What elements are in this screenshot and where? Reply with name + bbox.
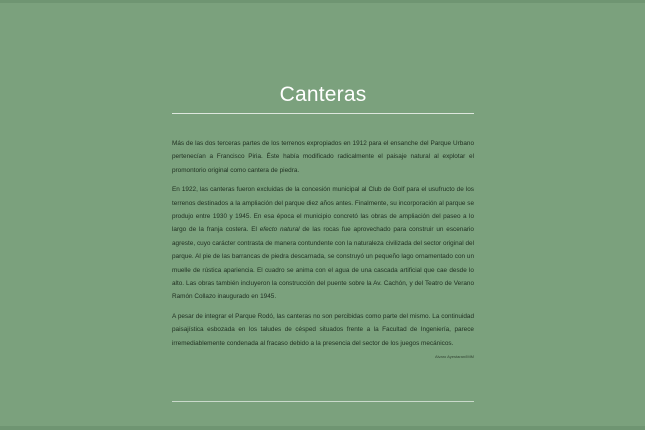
article — [172, 82, 474, 360]
bottom-border — [0, 426, 645, 430]
paragraph-2-text-end: de las rocas fue aprovechado para construir un escenario agreste, cuyo carácter contrasta de manera contundente con la naturaleza civilizada del sector original del parque. Al pie de las barrancas de piedra descarnada, se construyó un pequeño lago ornamentado con un muelle de rústica apariencia. El cuadro se anima con el agua de una cascada artificial que cae desde lo alto. Las obras también incluyeron la construcción del puente sobre la Av. Cachón, y del Teatro de Verano Ramón Collazo inaugurado en 1945. — [172, 226, 474, 301]
bottom-divider — [172, 401, 474, 402]
paragraph-3-text: A pesar de integrar el Parque Rodó, las canteras no son percibidas como parte del mismo. La continuidad paisajística esbozada en los taludes de césped situados frente a la Facultad de Ingeniería, parece irremediablemente condenada al fracaso debido a la presencia del sector de los juegos mecánicos. — [172, 312, 474, 347]
photo-credit: Alvaro Ayestaran/IMM — [434, 354, 474, 360]
paragraph-1-text: Más de las dos terceras partes de los terrenos expropiados en 1912 para el ensanche del Parque Urbano pertenecían a Francisco Piria. Éste había modificado radicalmente el paisaje natural al explotar el promontorio original como cantera de piedra. — [172, 140, 474, 174]
article-body — [172, 137, 474, 360]
paragraph-1 — [172, 137, 474, 177]
paragraph-3 — [172, 310, 474, 350]
page-title: Canteras — [279, 83, 367, 106]
paragraph-2 — [172, 183, 474, 304]
paragraph-2-text-start: En 1922, las canteras fueron excluidas de la concesión municipal al Club de Golf para el usufructo de los terrenos destinados a la ampliación del parque diez años antes. Finalmente, su incorporación al parque se produjo entre 1930 y 1945. En esa época el municipio concretó las obras de ampliación del paseo a lo largo de la franja costera. El — [172, 186, 474, 234]
paragraph-2-emphasis: efecto natural — [259, 226, 300, 234]
title-divider — [172, 113, 474, 114]
top-border — [0, 0, 645, 3]
